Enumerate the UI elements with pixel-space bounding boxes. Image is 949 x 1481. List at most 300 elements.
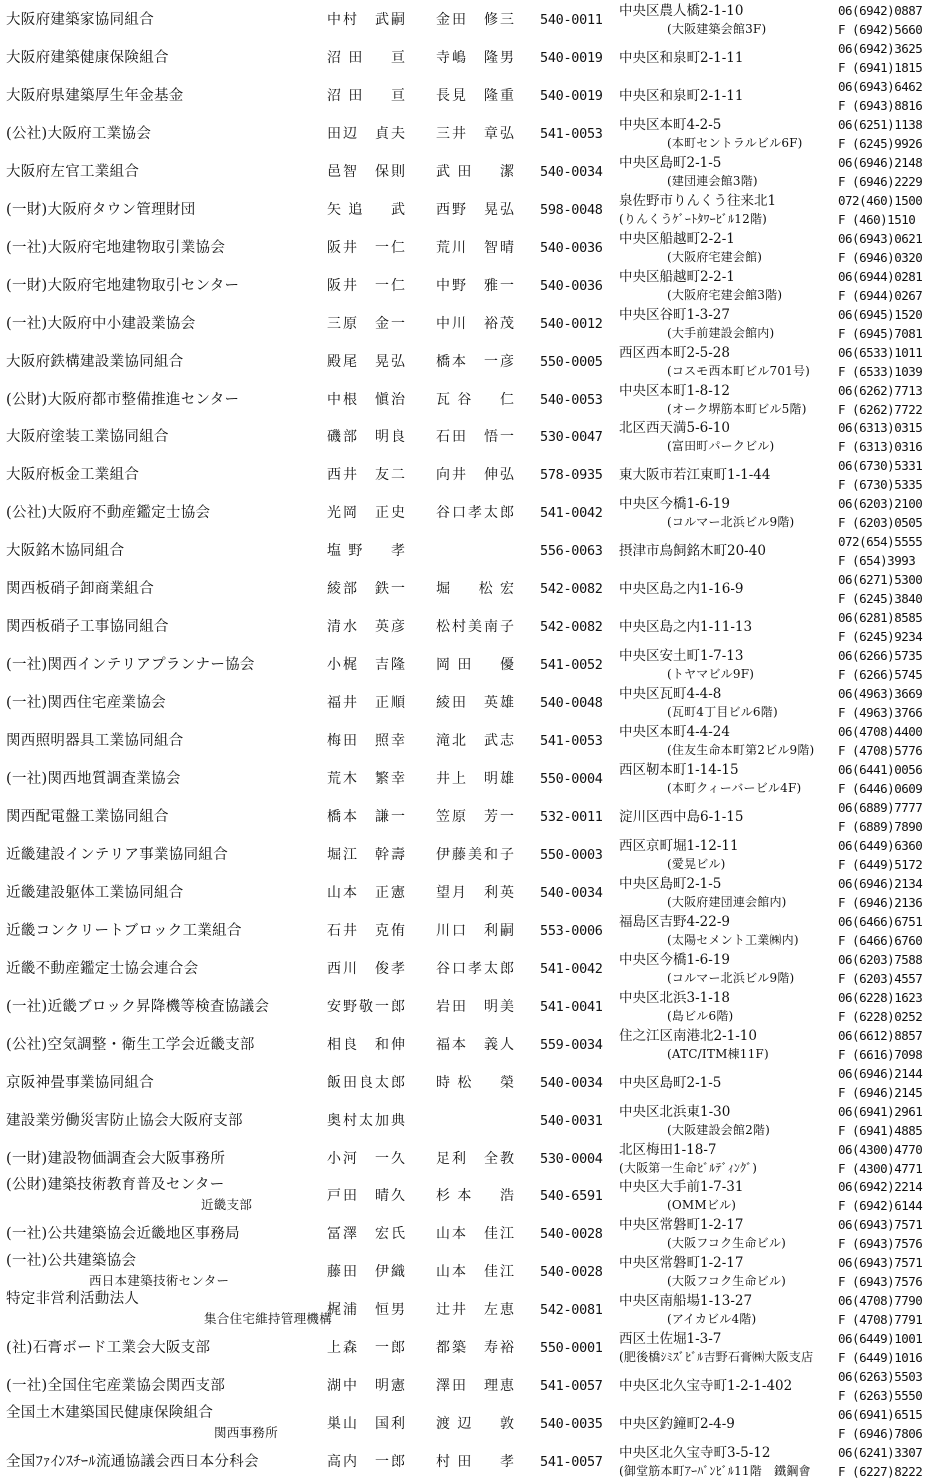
address-line1: 中央区北久宝寺町1-2-1-402 xyxy=(619,1378,793,1395)
secretary-name: 伊藤美和子 xyxy=(436,846,514,863)
telephone-number: 06(6262)7713 xyxy=(838,382,923,398)
secretary-name: 都築 寿裕 xyxy=(436,1340,514,1357)
address-building: (瓦町4丁目ビル6階) xyxy=(667,705,778,720)
directory-row xyxy=(0,988,949,1026)
organization-name: 大阪府板金工業組合 xyxy=(6,467,140,484)
organization-name: (一財)建設物価調査会大阪事務所 xyxy=(6,1150,226,1167)
representative-name: 阪井 一仁 xyxy=(327,239,405,256)
representative-name: 三原 金一 xyxy=(327,315,405,332)
contact-numbers xyxy=(838,343,949,381)
address-building: (大阪府建団連会館内) xyxy=(667,894,787,909)
address-line1: 中央区今橋1-6-19 xyxy=(619,496,730,513)
telephone-number: 06(6466)6751 xyxy=(838,913,923,929)
organization-name: (公社)大阪府工業協会 xyxy=(6,125,152,142)
postal-code: 540-0053 xyxy=(540,391,603,408)
address xyxy=(619,1027,837,1063)
postal-code: 556-0063 xyxy=(540,543,603,560)
fax-number: F (6730)5335 xyxy=(838,477,923,493)
fax-number: F (6945)7081 xyxy=(838,325,923,341)
secretary-name: 滝北 武志 xyxy=(436,733,514,750)
organization-name: (一財)大阪府タウン管理財団 xyxy=(6,201,196,218)
address xyxy=(619,951,837,987)
organization-name: (公社)大阪府不動産鑑定士協会 xyxy=(6,505,211,522)
address-line1: 中央区南船場1-13-27 xyxy=(619,1293,753,1310)
address xyxy=(619,685,837,721)
organization-name: 大阪銘木協同組合 xyxy=(6,543,125,560)
contact-numbers xyxy=(838,1443,949,1481)
address-building: (大阪第一生命ﾋﾞﾙﾃﾞｨﾝｸﾞ) xyxy=(619,1160,758,1175)
organization-name: 関西配電盤工業協同組合 xyxy=(6,808,169,825)
secretary-name: 綾田 英雄 xyxy=(436,695,514,712)
representative-name: 湖中 明憲 xyxy=(327,1378,405,1395)
address-building: (大阪フコク生命ビル) xyxy=(667,1236,786,1251)
address xyxy=(619,306,837,342)
organization-name: 建設業労働災害防止協会大阪府支部 xyxy=(6,1112,243,1129)
secretary-name: 時松 榮 xyxy=(436,1074,514,1091)
fax-number: F (6466)6760 xyxy=(838,932,923,948)
organization-name-line1: (公財)建築技術教育普及センター xyxy=(6,1177,225,1194)
organization-name: (一財)大阪府宅地建物取引センター xyxy=(6,277,240,294)
organization-name: (一社)近畿ブロック昇降機等検査協議会 xyxy=(6,998,270,1015)
postal-code: 541-0057 xyxy=(540,1454,603,1471)
fax-number: F (6946)2145 xyxy=(838,1084,923,1100)
address xyxy=(619,154,837,190)
fax-number: F (6245)3840 xyxy=(838,591,923,607)
postal-code: 550-0003 xyxy=(540,846,603,863)
organization-name: (公社)空気調整・衛生工学会近畿支部 xyxy=(6,1036,255,1053)
address xyxy=(619,268,837,304)
directory-row xyxy=(0,1253,949,1291)
secretary-name: 荒川 智晴 xyxy=(436,239,514,256)
contact-numbers xyxy=(838,381,949,419)
postal-code: 542-0082 xyxy=(540,581,603,598)
address xyxy=(619,1330,837,1366)
contact-numbers xyxy=(838,229,949,267)
representative-name: 上森 一郎 xyxy=(327,1340,405,1357)
address-line1: 北区西天満5-6-10 xyxy=(619,420,730,437)
address xyxy=(619,989,837,1025)
contact-numbers xyxy=(838,760,949,798)
postal-code: 532-0011 xyxy=(540,808,603,825)
representative-name: 磯部 明良 xyxy=(327,429,405,446)
representative-name: 巣山 国利 xyxy=(327,1416,405,1433)
telephone-number: 06(6263)5503 xyxy=(838,1369,923,1385)
address-line1: 中央区瓦町4-4-8 xyxy=(619,686,722,703)
secretary-name: 西野 晃弘 xyxy=(436,201,514,218)
address-line1: 中央区本町4-2-5 xyxy=(619,116,722,133)
directory-row xyxy=(0,229,949,267)
directory-row xyxy=(0,570,949,608)
address xyxy=(619,495,837,531)
contact-numbers xyxy=(838,1102,949,1140)
secretary-name: 岡田 優 xyxy=(436,657,514,674)
telephone-number: 06(6533)1011 xyxy=(838,344,923,360)
fax-number: F (6262)7722 xyxy=(838,401,923,417)
contact-numbers xyxy=(838,1291,949,1329)
address xyxy=(619,1178,837,1214)
secretary-name: 川口 利嗣 xyxy=(436,922,514,939)
address xyxy=(619,77,837,115)
address xyxy=(619,344,837,380)
postal-code: 540-0036 xyxy=(540,277,603,294)
postal-code: 541-0042 xyxy=(540,960,603,977)
postal-code: 540-0031 xyxy=(540,1112,603,1129)
organization-name: 大阪府左官工業組合 xyxy=(6,163,140,180)
representative-name: 殿尾 晃弘 xyxy=(327,353,405,370)
secretary-name: 三井 章弘 xyxy=(436,125,514,142)
telephone-number: 06(6251)1138 xyxy=(838,116,923,132)
fax-number: F (6245)9234 xyxy=(838,629,923,645)
directory-row xyxy=(0,1443,949,1481)
organization-name: (公財)大阪府都市整備推進センター xyxy=(6,391,240,408)
telephone-number: 06(4708)7790 xyxy=(838,1293,923,1309)
address-line1: 中央区北浜3-1-18 xyxy=(619,989,730,1006)
contact-numbers xyxy=(838,191,949,229)
fax-number: F (460)1510 xyxy=(838,211,916,227)
directory-row xyxy=(0,646,949,684)
postal-code: 540-0028 xyxy=(540,1226,603,1243)
organization-name: (一社)全国住宅産業協会関西支部 xyxy=(6,1378,226,1395)
directory-row xyxy=(0,836,949,874)
fax-number: F (654)3993 xyxy=(838,553,916,569)
fax-number: F (6616)7098 xyxy=(838,1046,923,1062)
fax-number: F (6941)1815 xyxy=(838,59,923,75)
postal-code: 542-0082 xyxy=(540,619,603,636)
postal-code: 540-0028 xyxy=(540,1264,603,1281)
organization-name: (社)石膏ボード工業会大阪支部 xyxy=(6,1340,211,1357)
representative-name: 沼田 亘 xyxy=(327,87,405,104)
secretary-name: 福本 義人 xyxy=(436,1036,514,1053)
representative-name: 綾部 鉄一 xyxy=(327,581,405,598)
address-line1: 中央区島町2-1-5 xyxy=(619,1074,722,1091)
directory-row xyxy=(0,418,949,456)
representative-name: 中村 武嗣 xyxy=(327,12,405,28)
address-building: (大阪建設会館2階) xyxy=(667,1122,770,1137)
address xyxy=(619,1216,837,1252)
fax-number: F (6203)0505 xyxy=(838,515,923,531)
telephone-number: 06(6241)3307 xyxy=(838,1445,923,1461)
address-building: (りんくうｹﾞｰﾄﾀﾜｰﾋﾞﾙ12階) xyxy=(619,211,768,226)
directory-row xyxy=(0,1405,949,1443)
secretary-name: 谷口孝太郎 xyxy=(436,505,514,522)
contact-numbers xyxy=(838,988,949,1026)
secretary-name: 山本 佳江 xyxy=(436,1226,514,1243)
telephone-number: 06(6612)8857 xyxy=(838,1027,923,1043)
telephone-number: 06(6281)8585 xyxy=(838,610,923,626)
address-line1: 中央区船越町2-2-1 xyxy=(619,230,735,247)
organization-name: (一社)公共建築協会近畿地区事務局 xyxy=(6,1226,240,1243)
fax-number: F (6943)8816 xyxy=(838,97,923,113)
organization-name: 全国ﾌｧｲﾝｽﾁｰﾙ流通協議会西日本分科会 xyxy=(6,1454,259,1471)
address xyxy=(619,1292,837,1328)
postal-code: 559-0034 xyxy=(540,1036,603,1053)
representative-name: 光岡 正史 xyxy=(327,505,405,522)
representative-name: 戸田 晴久 xyxy=(327,1188,405,1205)
postal-code: 542-0081 xyxy=(540,1302,603,1319)
organization-name: (一社)関西インテリアプランナー協会 xyxy=(6,657,255,674)
secretary-name: 中野 雅一 xyxy=(436,277,514,294)
address xyxy=(619,39,837,77)
representative-name: 塩野 孝 xyxy=(327,543,405,560)
address-building: (太陽セメント工業㈱内) xyxy=(667,932,799,947)
contact-numbers xyxy=(838,684,949,722)
postal-code: 598-0048 xyxy=(540,201,603,218)
contact-numbers xyxy=(838,1177,949,1215)
directory-row xyxy=(0,77,949,115)
address-building: (本町クィーバービル4F) xyxy=(667,781,802,795)
fax-number: F (6266)5745 xyxy=(838,667,923,683)
organization-name: 近畿建設躯体工業協同組合 xyxy=(6,884,184,901)
telephone-number: 06(4708)4400 xyxy=(838,724,923,740)
address xyxy=(619,723,837,759)
postal-code: 541-0042 xyxy=(540,505,603,522)
contact-numbers xyxy=(838,456,949,494)
directory-row xyxy=(0,305,949,343)
secretary-name: 中川 裕茂 xyxy=(436,315,514,332)
address-line1: 西区土佐堀1-3-7 xyxy=(619,1331,722,1348)
telephone-number: 072(460)1500 xyxy=(838,192,923,208)
address-line1: 中央区農人橋2-1-10 xyxy=(619,3,744,19)
address-building: (OMMビル) xyxy=(667,1198,737,1213)
postal-code: 540-0019 xyxy=(540,87,603,104)
secretary-name: 望月 利英 xyxy=(436,884,514,901)
organization-name-line1: 特定非営利活動法人 xyxy=(6,1291,140,1308)
directory-row xyxy=(0,494,949,532)
fax-number: F (4300)4771 xyxy=(838,1160,923,1176)
organization-name: 関西照明器具工業協同組合 xyxy=(6,733,184,750)
representative-name: 梅田 照幸 xyxy=(327,733,405,750)
organization-name-line2: 集合住宅維持管理機構 xyxy=(204,1311,333,1327)
fax-number: F (4963)3766 xyxy=(838,705,923,721)
representative-name: 安野敬一郎 xyxy=(327,998,405,1015)
contact-numbers xyxy=(838,1253,949,1291)
representative-name: 小梶 吉隆 xyxy=(327,657,405,674)
representative-name: 奥村太加典 xyxy=(327,1112,405,1129)
secretary-name: 辻井 左恵 xyxy=(436,1302,514,1319)
secretary-name: 村田 孝 xyxy=(436,1454,514,1471)
telephone-number: 06(6228)1623 xyxy=(838,989,923,1005)
secretary-name: 瓦谷 仁 xyxy=(436,391,514,408)
directory-row xyxy=(0,1140,949,1178)
address-line1: 中央区常磐町1-2-17 xyxy=(619,1255,744,1272)
postal-code: 541-0052 xyxy=(540,657,603,674)
fax-number: F (6449)5172 xyxy=(838,856,923,872)
address-building: (アイカビル4階) xyxy=(667,1312,757,1327)
postal-code: 550-0001 xyxy=(540,1340,603,1357)
directory-row xyxy=(0,608,949,646)
directory-row xyxy=(0,1367,949,1405)
address-building: (島ビル6階) xyxy=(667,1008,734,1023)
directory-row xyxy=(0,381,949,419)
address-building: (建団連会館3階) xyxy=(667,173,758,188)
address xyxy=(619,116,837,152)
contact-numbers xyxy=(838,722,949,760)
address-building: (コルマー北浜ビル9階) xyxy=(667,515,795,530)
postal-code: 540-0012 xyxy=(540,315,603,332)
representative-name: 阪井 一仁 xyxy=(327,277,405,294)
fax-number: F (6446)0609 xyxy=(838,781,923,796)
directory-row xyxy=(0,1026,949,1064)
postal-code: 530-0004 xyxy=(540,1150,603,1167)
contact-numbers xyxy=(838,267,949,305)
telephone-number: 06(6203)2100 xyxy=(838,496,923,512)
address-line1: 中央区本町4-4-24 xyxy=(619,724,730,741)
fax-number: F (6946)2136 xyxy=(838,894,923,910)
secretary-name: 足利 全教 xyxy=(436,1150,514,1167)
address-building: (大阪府宅建会館3階) xyxy=(667,287,783,302)
organization-name: 大阪府県建築厚生年金基金 xyxy=(6,87,184,104)
organization-name: (一社)大阪府中小建設業協会 xyxy=(6,315,196,332)
organization-name: 近畿建設インテリア事業協同組合 xyxy=(6,846,228,863)
secretary-name: 杉本 浩 xyxy=(436,1188,514,1205)
organization-name: 近畿不動産鑑定士協会連合会 xyxy=(6,960,199,977)
address-line1: 北区梅田1-18-7 xyxy=(619,1141,717,1158)
address-building: (大阪フコク生命ビル) xyxy=(667,1274,786,1289)
organization-name-line2: 西日本建築技術センター xyxy=(89,1273,230,1289)
fax-number: F (6942)6144 xyxy=(838,1198,923,1214)
secretary-name: 山本 佳江 xyxy=(436,1264,514,1281)
fax-number: F (6313)0316 xyxy=(838,439,923,455)
telephone-number: 06(6441)0056 xyxy=(838,762,923,777)
telephone-number: 06(6943)7571 xyxy=(838,1217,923,1233)
organization-name: (一社)大阪府宅地建物取引業協会 xyxy=(6,239,226,256)
representative-name: 沼田 亘 xyxy=(327,49,405,66)
organization-name-line2: 関西事務所 xyxy=(214,1425,279,1441)
directory-row xyxy=(0,115,949,153)
contact-numbers xyxy=(838,39,949,77)
organization-name-line2: 近畿支部 xyxy=(201,1197,253,1213)
address xyxy=(619,875,837,911)
address-line1: 東大阪市若江東町1-1-44 xyxy=(619,467,771,484)
secretary-name: 橋本 一彦 xyxy=(436,353,514,370)
representative-name: 清水 英彦 xyxy=(327,619,405,636)
secretary-name: 井上 明雄 xyxy=(436,771,514,787)
postal-code: 578-0935 xyxy=(540,467,603,484)
secretary-name: 松村美南子 xyxy=(436,619,514,636)
organization-name: 関西板硝子卸商業組合 xyxy=(6,581,154,598)
representative-name: 荒木 繁幸 xyxy=(327,771,405,787)
postal-code: 541-0053 xyxy=(540,733,603,750)
telephone-number: 06(6271)5300 xyxy=(838,572,923,588)
contact-numbers xyxy=(838,608,949,646)
address-line1: 中央区本町1-8-12 xyxy=(619,382,730,399)
contact-numbers xyxy=(838,874,949,912)
secretary-name: 笠原 芳一 xyxy=(436,808,514,825)
fax-number: F (6449)1016 xyxy=(838,1350,923,1366)
address-line1: 中央区島町2-1-5 xyxy=(619,875,722,892)
fax-number: F (6944)0267 xyxy=(838,287,923,303)
address-line1: 中央区船越町2-2-1 xyxy=(619,268,735,285)
organization-name-line1: (一社)公共建築協会 xyxy=(6,1253,137,1270)
address-line1: 中央区谷町1-3-27 xyxy=(619,306,730,323)
directory-row xyxy=(0,267,949,305)
address-building: (コスモ西本町ビル701号) xyxy=(667,363,811,378)
address-line1: 中央区北久宝寺町3-5-12 xyxy=(619,1445,771,1462)
address xyxy=(619,2,837,38)
address-line1: 中央区北浜東1-30 xyxy=(619,1103,731,1120)
telephone-number: 06(6945)1520 xyxy=(838,306,923,322)
telephone-number: 06(6941)2961 xyxy=(838,1103,923,1119)
address-building: (肥後橋ｼﾐｽﾞﾋﾞﾙ吉野石膏㈱大阪支店 xyxy=(619,1350,814,1365)
fax-number: F (6946)7806 xyxy=(838,1426,923,1442)
fax-number: F (6889)7890 xyxy=(838,818,923,834)
fax-number: F (6245)9926 xyxy=(838,135,923,151)
address xyxy=(619,608,837,646)
representative-name: 矢追 武 xyxy=(327,201,405,218)
postal-code: 540-6591 xyxy=(540,1188,603,1205)
postal-code: 541-0041 xyxy=(540,998,603,1015)
directory-row xyxy=(0,950,949,988)
contact-numbers xyxy=(838,418,949,456)
address xyxy=(619,647,837,683)
postal-code: 541-0053 xyxy=(540,125,603,142)
directory-row xyxy=(0,456,949,494)
directory-row xyxy=(0,1,949,39)
organization-name: 大阪府鉄構建設業協同組合 xyxy=(6,353,184,370)
address-line1: 中央区島町2-1-5 xyxy=(619,154,722,171)
directory-row xyxy=(0,684,949,722)
fax-number: F (4708)5776 xyxy=(838,743,923,759)
representative-name: 中根 愼治 xyxy=(327,391,405,408)
address xyxy=(619,456,837,494)
secretary-name: 渡辺 敦 xyxy=(436,1416,514,1433)
contact-numbers xyxy=(838,77,949,115)
address xyxy=(619,419,837,455)
address xyxy=(619,1405,837,1443)
fax-number: F (6943)7576 xyxy=(838,1236,923,1252)
contact-numbers xyxy=(838,1140,949,1178)
address-building: (住友生命本町第2ビル9階) xyxy=(667,743,815,758)
fax-number: F (6227)8222 xyxy=(838,1464,923,1480)
telephone-number: 06(6944)0281 xyxy=(838,268,923,284)
address-building: (コルマー北浜ビル9階) xyxy=(667,970,795,985)
representative-name: 高内 一郎 xyxy=(327,1454,405,1471)
address xyxy=(619,1254,837,1290)
organization-name: 近畿コンクリートブロック工業組合 xyxy=(6,922,242,939)
address-line1: 中央区和泉町2-1-11 xyxy=(619,87,744,104)
directory-row xyxy=(0,1329,949,1367)
representative-name: 堀江 幹壽 xyxy=(327,846,405,863)
telephone-number: 06(6946)2148 xyxy=(838,154,923,170)
directory-row xyxy=(0,722,949,760)
address-line1: 淀川区西中島6-1-15 xyxy=(619,808,744,825)
telephone-number: 06(6449)1001 xyxy=(838,1331,923,1347)
address xyxy=(619,570,837,608)
address xyxy=(619,1367,837,1405)
address-building: (トヤマビル9F) xyxy=(667,667,755,682)
representative-name: 橋本 謙一 xyxy=(327,808,405,825)
address xyxy=(619,1064,837,1102)
fax-number: F (6533)1039 xyxy=(838,363,923,379)
address-line1: 住之江区南港北2-1-10 xyxy=(619,1027,757,1044)
secretary-name: 寺嶋 隆男 xyxy=(436,49,514,66)
organization-name: 関西板硝子工事協同組合 xyxy=(6,619,169,636)
directory-row xyxy=(0,1215,949,1253)
telephone-number: 06(6730)5331 xyxy=(838,458,923,474)
address-line1: 中央区島之内1-11-13 xyxy=(619,619,753,636)
postal-code: 540-0034 xyxy=(540,163,603,180)
address-line1: 中央区今橋1-6-19 xyxy=(619,951,730,968)
telephone-number: 06(6203)7588 xyxy=(838,951,923,967)
directory-row xyxy=(0,1291,949,1329)
fax-number: F (4708)7791 xyxy=(838,1312,923,1328)
contact-numbers xyxy=(838,950,949,988)
postal-code: 540-0011 xyxy=(540,12,603,28)
telephone-number: 06(6943)6462 xyxy=(838,78,923,94)
address-building: (富田町パークビル) xyxy=(667,439,775,454)
contact-numbers xyxy=(838,912,949,950)
address xyxy=(619,382,837,418)
